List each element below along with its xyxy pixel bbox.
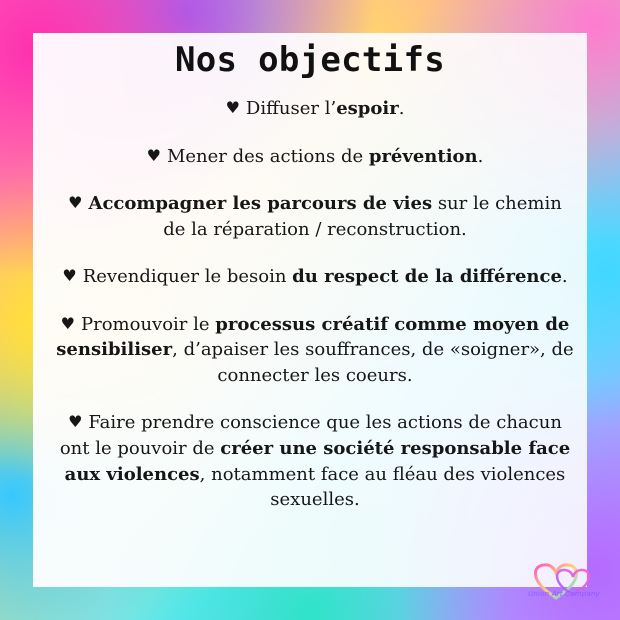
goal-5-text-b: , d’apaiser les souffrances, de «soigner», de connecter les coeurs. (172, 339, 574, 386)
goal-6-text-b: , notamment face au fléau des violences sexuelles. (199, 463, 566, 511)
goal-item-4 (55, 264, 575, 290)
logo-text: Union Art Company (528, 590, 600, 598)
goal-1-bold: espoir (336, 98, 399, 120)
goal-3-bold: Accompagner les parcours de vies (88, 193, 433, 215)
goal-1-text-b: . (398, 98, 405, 120)
goal-item-2 (55, 144, 575, 170)
heart-icon: ♥ (68, 412, 83, 432)
heart-icon: ♥ (146, 145, 161, 165)
goal-item-1 (55, 96, 575, 122)
goal-2-text-a: Mener des actions de (166, 145, 369, 167)
goal-3-text-a: sur le chemin de la réparation / reconstruction. (163, 193, 562, 240)
heart-icon: ♥ (68, 193, 83, 213)
goal-4-text-b: . (561, 266, 568, 288)
goal-6-text-a: Faire prendre conscience que les actions de chacun ont le pouvoir de (59, 412, 562, 460)
goal-1-text-a: Diffuser l’ (245, 98, 337, 120)
goal-item-6 (55, 410, 575, 512)
objectives-card (33, 33, 587, 587)
heart-logo-icon (524, 556, 602, 608)
heart-icon: ♥ (225, 98, 240, 118)
goal-4-bold: du respect de la différence (292, 266, 562, 288)
goal-6-bold: créer une société responsable face aux violences (64, 438, 571, 485)
goal-item-3 (55, 191, 575, 242)
heart-icon: ♥ (60, 313, 75, 333)
brand-logo (524, 556, 602, 608)
goal-5-text-a: Promouvoir le (80, 313, 216, 335)
heart-icon: ♥ (62, 266, 77, 286)
goal-5-bold: processus créatif comme moyen de sensibiliser (56, 313, 570, 361)
goal-2-bold: prévention (368, 145, 478, 167)
goal-item-5 (55, 312, 575, 389)
goal-4-text-a: Revendiquer le besoin (82, 266, 293, 288)
goal-2-text-b: . (477, 145, 484, 167)
page-title: Nos objectifs (174, 40, 445, 80)
